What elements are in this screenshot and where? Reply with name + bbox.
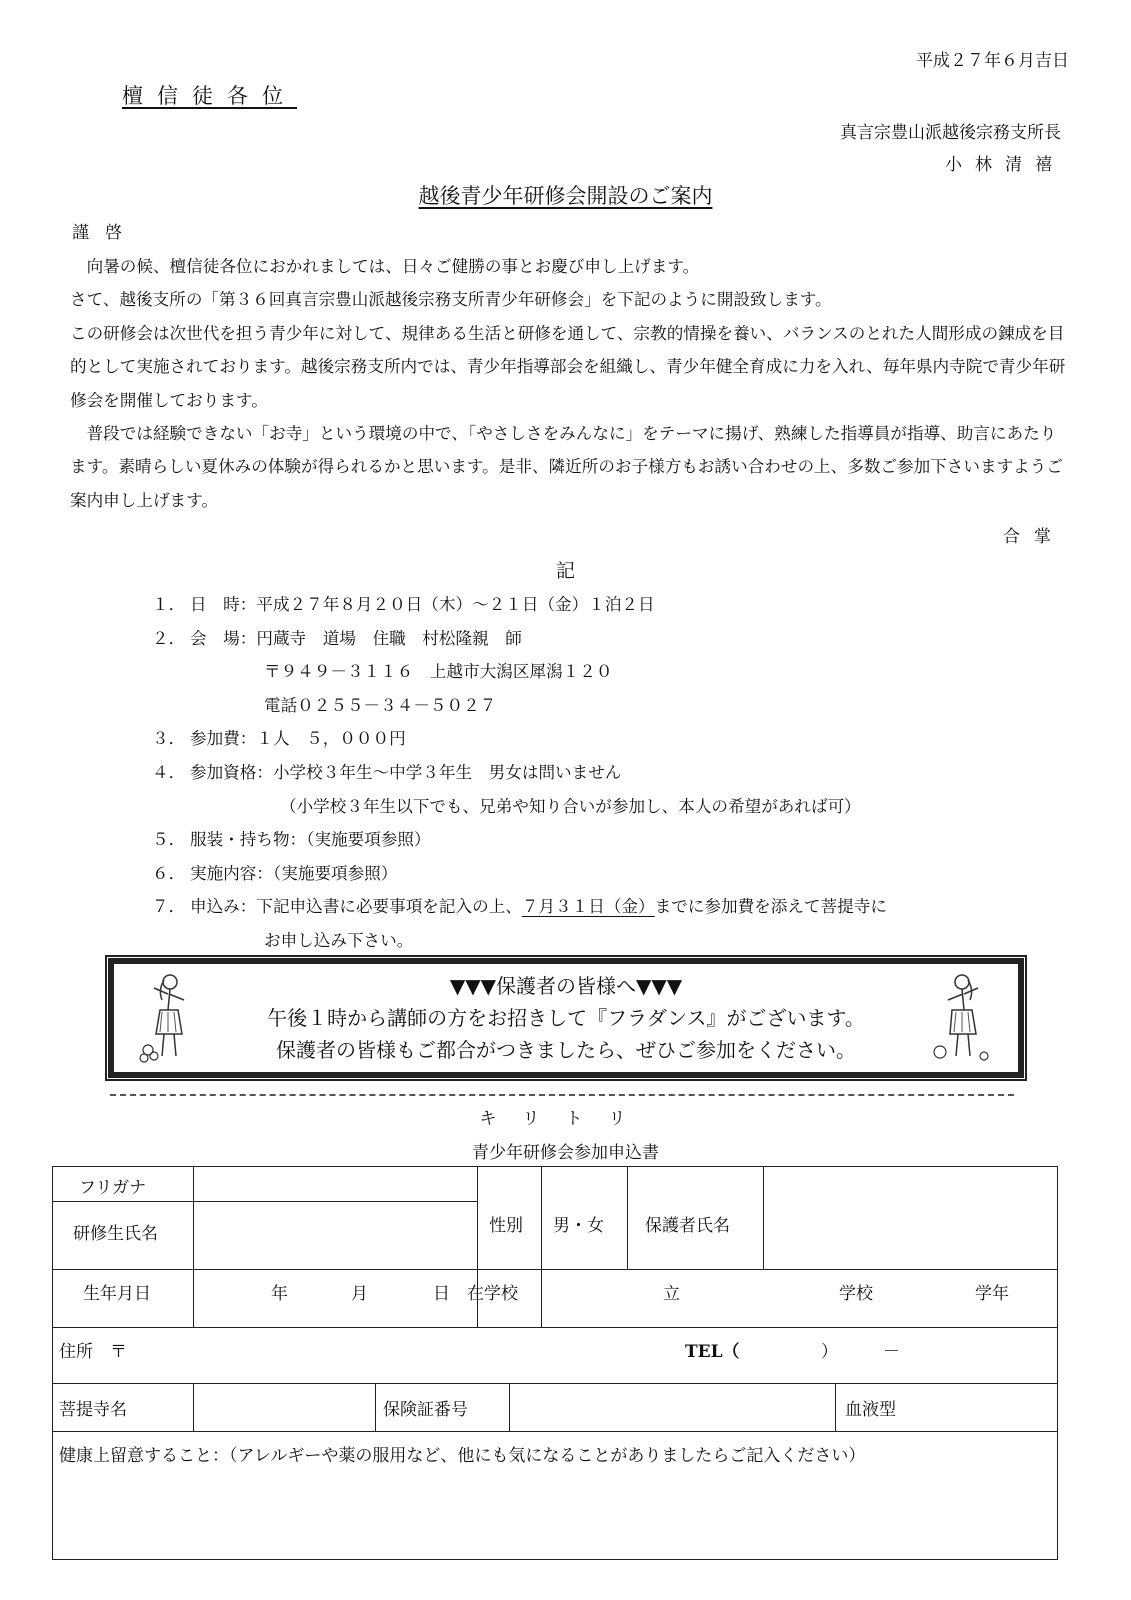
form-title: 青少年研修会参加申込書 (472, 1143, 659, 1163)
recipient: 檀信徒各位 (122, 84, 297, 108)
tel-dash: － (883, 1342, 900, 1362)
date: 平成２７年６月吉日 (916, 51, 1069, 71)
cut-line (110, 1094, 1014, 1096)
hula-dancer-icon (134, 970, 204, 1066)
sender-organization: 真言宗豊山派越後宗務支所長 (840, 123, 1061, 143)
notice-line: 午後１時から講師の方をお招きして『フラダンス』がございます。 (267, 1006, 865, 1030)
sender-name: 小林清禧 (945, 155, 1065, 175)
opening-salutation: 謹啓 (72, 223, 138, 243)
paragraph: 向暑の候、檀信徒各位におかれましては、日々ご健勝の事とお慶び申し上げます。 (70, 257, 700, 276)
grid-line (53, 1201, 477, 1202)
grade-label: 学年 (975, 1284, 1009, 1304)
list-item: ６． 実施内容：（実施要項参照） (152, 863, 398, 883)
temple-field[interactable] (203, 1389, 367, 1425)
tel-close-paren: ） (821, 1342, 838, 1362)
notice-line: 保護者の皆様もご都合がつきましたら、ぜひご参加をください。 (276, 1038, 856, 1062)
grid-line (53, 1431, 1057, 1432)
furigana-label: フリガナ (79, 1178, 147, 1198)
grid-line (193, 1167, 194, 1327)
list-item: １． 日 時：平成２７年８月２０日（木）～２１日（金）１泊２日 (152, 595, 655, 614)
paragraph: 普段では経験できない「お寺」という環境の中で、「やさしさをみんなに」をテーマに揚げ、熟練した指導員が指導、助言にあたります。素晴らしい夏休みの体験が得られるかと思います。是非、隣近所のお子様方もお誘い合わせの上、多数ご参加下さいますようご案内申し上げます。 (70, 424, 1063, 510)
ki-heading: 記 (555, 560, 575, 582)
blood-type-label: 血液型 (845, 1400, 896, 1420)
insurance-field[interactable] (519, 1389, 825, 1425)
grid-line (835, 1383, 836, 1431)
school-type-label: 立 (663, 1284, 680, 1304)
document-title: 越後青少年研修会開設のご案内 (418, 184, 713, 208)
cut-label: キリトリ (479, 1109, 652, 1129)
birth-day-label: 日 (433, 1284, 450, 1304)
health-notes-label: 健康上留意すること：（アレルギーや薬の服用など、他にも気になることがありましたらご記入ください） (59, 1446, 866, 1466)
health-notes-field[interactable] (61, 1473, 1049, 1553)
gender-label: 性別 (489, 1216, 523, 1236)
application-continued: お申し込み下さい。 (264, 930, 414, 950)
application-form (52, 1166, 1058, 1560)
school-label: 在学校 (467, 1284, 518, 1304)
grid-line (53, 1269, 1057, 1270)
grid-line (375, 1383, 376, 1431)
tel-label: TEL（ (685, 1342, 740, 1362)
details-list (152, 588, 887, 958)
gender-options[interactable]: 男・女 (553, 1216, 604, 1236)
furigana-field[interactable] (205, 1171, 469, 1197)
list-item: ３． 参加費：１人 ５，０００円 (152, 729, 406, 749)
grid-line (763, 1167, 764, 1269)
birthdate-label: 生年月日 (83, 1284, 151, 1304)
temple-label: 菩提寺名 (59, 1400, 127, 1420)
hula-dancer-icon (928, 970, 998, 1066)
grid-line (193, 1383, 194, 1431)
address-label: 住所 〒 (59, 1342, 127, 1362)
venue-address: 〒９４９－３１１６ 上越市大潟区犀潟１２０ (264, 662, 613, 682)
deadline: ７月３１日（金） (521, 897, 655, 917)
address-field[interactable] (203, 1335, 673, 1375)
insurance-label: 保険証番号 (383, 1400, 468, 1420)
notice-text (234, 970, 898, 1066)
guardian-name-label: 保護者氏名 (645, 1216, 730, 1236)
paragraph: この研修会は次世代を担う青少年に対して、規律ある生活と研修を通して、宗教的情操を養い、バランスのとれた人間形成の錬成を目的として実施されております。越後宗務支所内では、青少年指導部会を組織し、青少年健全育成に力を入れ、毎年県内寺院で青少年研修会を開催しております。 (70, 323, 1066, 410)
list-item: ２． 会 場：円蔵寺 道場 住職 村松隆親 師 (152, 628, 522, 648)
grid-line (509, 1383, 510, 1431)
school-suffix-label: 学校 (839, 1284, 873, 1304)
guardian-notice-box (108, 958, 1024, 1078)
grid-line (541, 1167, 542, 1327)
list-item: ４． 参加資格：小学校３年生～中学３年生 男女は問いません (152, 762, 622, 782)
eligibility-note: （小学校３年生以下でも、兄弟や知り合いが参加し、本人の希望があれば可） (280, 796, 861, 816)
grid-line (627, 1167, 628, 1269)
closing: 合掌 (1003, 527, 1065, 547)
list-item: ７． 申込み：下記申込書に必要事項を記入の上、７月３１日（金）までに参加費を添えて菩提寺に (152, 897, 887, 917)
list-item: ５． 服装・持ち物：（実施要項参照） (152, 830, 431, 850)
venue-phone: 電話０２５５－３４－５０２７ (264, 695, 497, 715)
grid-line (53, 1327, 1057, 1328)
notice-heading: ▼▼▼保護者の皆様へ▼▼▼ (449, 974, 683, 998)
birth-month-label: 月 (351, 1284, 368, 1304)
paragraph: さて、越後支所の「第３６回真言宗豊山派越後宗務支所青少年研修会」を下記のように開設致します。 (70, 290, 832, 310)
birth-year-label: 年 (271, 1284, 288, 1304)
guardian-name-field[interactable] (775, 1177, 1045, 1261)
grid-line (53, 1383, 1057, 1384)
letter-body (70, 250, 1070, 517)
trainee-name-label: 研修生氏名 (73, 1224, 158, 1244)
trainee-name-field[interactable] (205, 1209, 469, 1261)
